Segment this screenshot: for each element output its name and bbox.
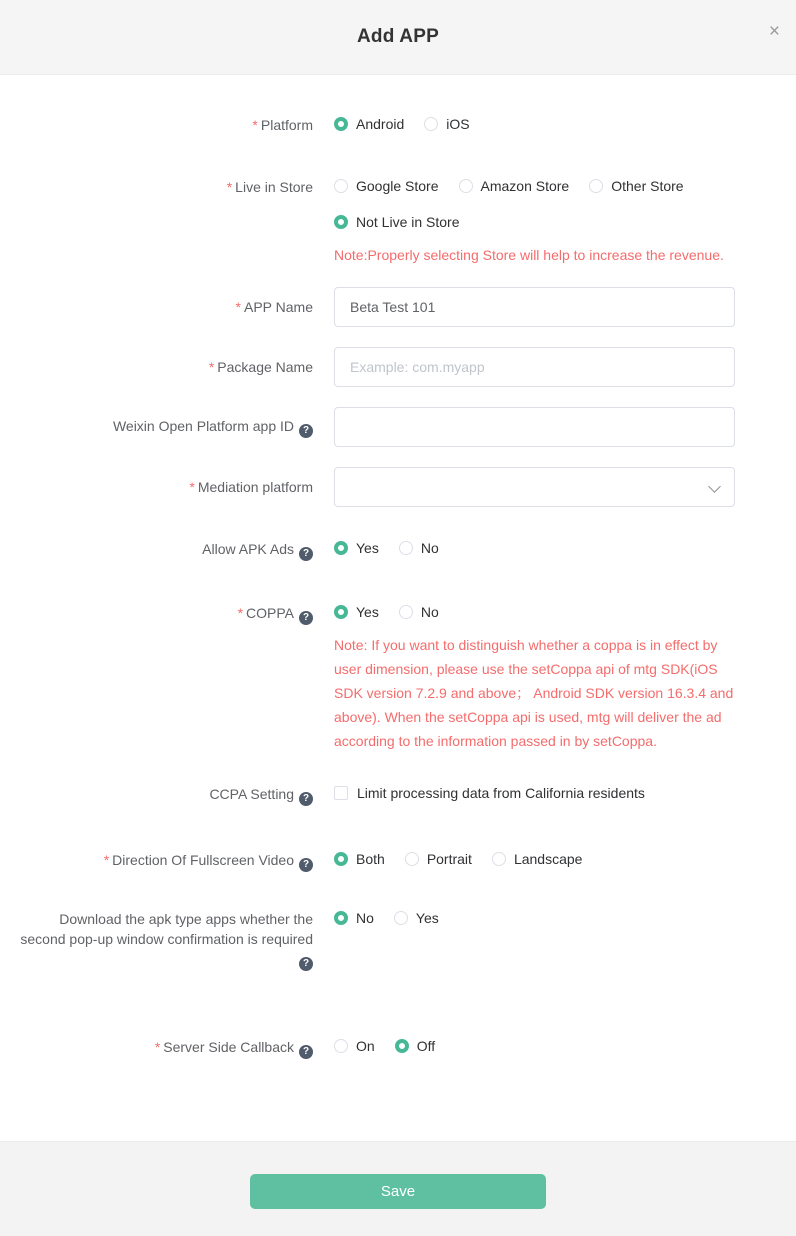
ccpa-checkbox[interactable]: Limit processing data from California residents	[334, 785, 645, 801]
chevron-down-icon	[708, 480, 721, 493]
radio-amazon-store[interactable]: Amazon Store	[459, 177, 570, 195]
radio-dot	[395, 1039, 409, 1053]
help-icon[interactable]: ?	[299, 611, 313, 625]
radio-other-store[interactable]: Other Store	[589, 177, 683, 195]
required-marker: *	[103, 852, 110, 868]
radio-dot	[399, 605, 413, 619]
mediation-platform-row	[20, 467, 796, 507]
package-name-label: * Package Name	[208, 359, 313, 375]
radio-not-live-in-store[interactable]: Not Live in Store	[334, 213, 460, 231]
live-in-store-note: Note:Properly selecting Store will help to increase the revenue.	[334, 247, 724, 263]
coppa-row	[20, 603, 796, 753]
required-marker: *	[235, 299, 241, 315]
weixin-app-id-input[interactable]	[334, 407, 735, 447]
radio-dot	[334, 605, 348, 619]
apk-confirm-label: Download the apk type apps whether the second pop-up window confirmation is required?	[20, 911, 313, 969]
radio-dot	[334, 911, 348, 925]
required-marker: *	[189, 479, 195, 495]
required-marker: *	[154, 1039, 161, 1055]
help-icon[interactable]: ?	[299, 547, 313, 561]
weixin-app-id-label: Weixin Open Platform app ID ?	[20, 416, 313, 438]
save-button[interactable]: Save	[250, 1174, 546, 1209]
required-marker: *	[252, 117, 258, 133]
server-callback-label: * Server Side Callback ?	[20, 1037, 313, 1059]
direction-label: * Direction Of Fullscreen Video ?	[20, 850, 313, 872]
server-callback-row	[20, 1037, 796, 1059]
radio-dot	[399, 541, 413, 555]
radio-direction-portrait[interactable]: Portrait	[405, 850, 472, 868]
radio-google-store[interactable]: Google Store	[334, 177, 439, 195]
radio-dot	[589, 179, 603, 193]
help-icon[interactable]: ?	[299, 424, 313, 438]
apk-confirm-row	[20, 909, 796, 971]
radio-coppa-yes[interactable]: Yes	[334, 603, 379, 621]
modal-footer	[0, 1141, 796, 1236]
platform-row	[20, 115, 796, 135]
radio-dot	[334, 179, 348, 193]
package-name-input[interactable]	[334, 347, 735, 387]
radio-dot	[405, 852, 419, 866]
radio-dot	[334, 117, 348, 131]
radio-dot	[334, 1039, 348, 1053]
required-marker: *	[208, 359, 215, 375]
required-marker: *	[226, 179, 233, 195]
help-icon[interactable]: ?	[299, 957, 313, 971]
checkbox-box	[334, 786, 348, 800]
radio-direction-landscape[interactable]: Landscape	[492, 850, 583, 868]
help-icon[interactable]: ?	[299, 1045, 313, 1059]
page-title: Add APP	[357, 26, 439, 47]
mediation-platform-select[interactable]	[334, 467, 735, 507]
radio-coppa-no[interactable]: No	[399, 603, 439, 621]
radio-platform-ios[interactable]: iOS	[424, 115, 469, 133]
platform-label: * Platform	[252, 117, 313, 133]
allow-apk-ads-label: Allow APK Ads ?	[20, 539, 313, 561]
ccpa-setting-row	[20, 784, 796, 806]
radio-apk-confirm-no[interactable]: No	[334, 909, 374, 927]
modal-header	[0, 0, 796, 75]
radio-dot	[334, 215, 348, 229]
coppa-label: * COPPA ?	[20, 603, 313, 625]
help-icon[interactable]: ?	[299, 792, 313, 806]
radio-dot	[394, 911, 408, 925]
close-icon[interactable]: ×	[768, 21, 780, 42]
mediation-platform-label: * Mediation platform	[189, 479, 313, 495]
form-body	[0, 75, 796, 1141]
help-icon[interactable]: ?	[299, 858, 313, 872]
radio-allow-apk-no[interactable]: No	[399, 539, 439, 557]
app-name-input[interactable]	[334, 287, 735, 327]
coppa-note: Note: If you want to distinguish whether a coppa is in effect by user dimension, please use the setCoppa api of mtg SDK(iOS SDK version 7.2.9 and above； Android SDK version 16.3.4 and above). When the setCoppa api is used, mtg will deliver the ad according to the information passed in by setCoppa.	[334, 637, 734, 749]
radio-dot	[334, 541, 348, 555]
radio-dot	[424, 117, 438, 131]
weixin-app-id-row	[20, 407, 796, 447]
radio-platform-android[interactable]: Android	[334, 115, 404, 133]
radio-dot	[492, 852, 506, 866]
radio-direction-both[interactable]: Both	[334, 850, 385, 868]
app-name-row	[20, 287, 796, 327]
allow-apk-ads-row	[20, 539, 796, 561]
live-in-store-row	[20, 177, 796, 267]
radio-dot	[459, 179, 473, 193]
radio-dot	[334, 852, 348, 866]
ccpa-setting-label: CCPA Setting ?	[20, 784, 313, 806]
radio-allow-apk-yes[interactable]: Yes	[334, 539, 379, 557]
direction-row	[20, 850, 796, 872]
package-name-row	[20, 347, 796, 387]
live-in-store-label: * Live in Store	[226, 179, 313, 195]
radio-server-callback-off[interactable]: Off	[395, 1037, 435, 1055]
radio-server-callback-on[interactable]: On	[334, 1037, 375, 1055]
required-marker: *	[237, 605, 244, 621]
app-name-label: * APP Name	[235, 299, 313, 315]
radio-apk-confirm-yes[interactable]: Yes	[394, 909, 439, 927]
